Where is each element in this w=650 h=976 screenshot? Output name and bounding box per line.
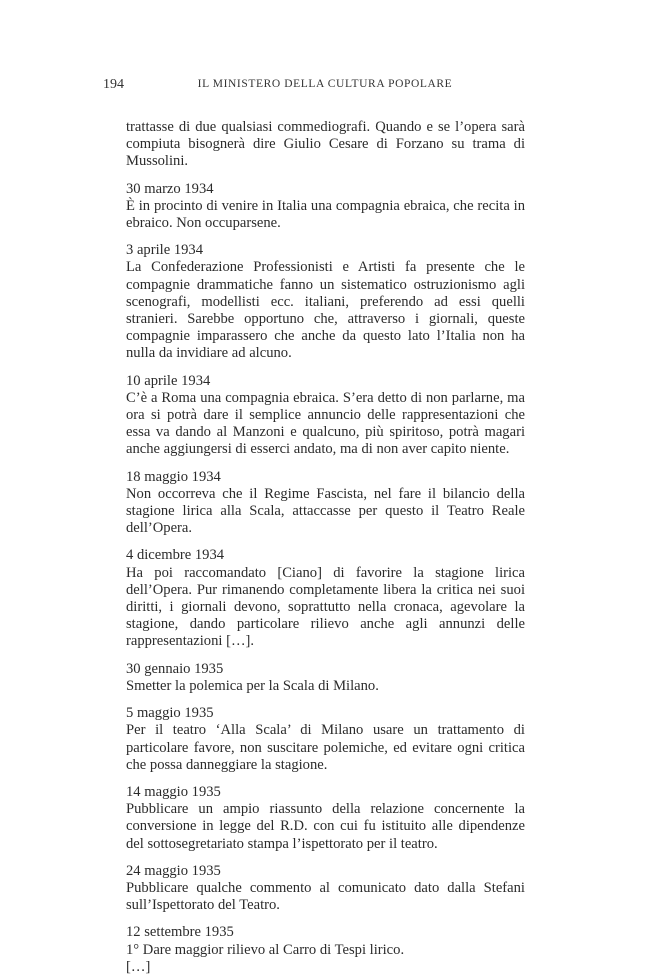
entry-date: 10 aprile 1934	[126, 372, 211, 389]
entry-date: 14 maggio 1935	[126, 783, 221, 800]
body-text	[126, 119, 525, 976]
entry-text: Pubblicare qualche commento al comunicato dato dalla Stefani sull’Ispettorato del Teatro.	[126, 879, 525, 914]
dated-entry	[126, 242, 525, 362]
dated-entry	[126, 784, 525, 853]
intro-paragraph: trattasse di due qualsiasi commediografi. Quando e se l’opera sarà compiuta bisognerà dire Giulio Cesare di Forzano su trama di Mussolini.	[126, 119, 525, 170]
dated-entry	[126, 705, 525, 774]
entry-date: 30 marzo 1934	[126, 180, 214, 197]
entry-text: 1° Dare maggior rilievo al Carro di Tespi lirico.	[126, 941, 405, 958]
dated-entry	[126, 863, 525, 915]
running-head	[103, 77, 547, 95]
entry-text: Pubblicare un ampio riassunto della relazione concernente la conversione in legge del R.D. con cui fu istituito alle dipendenze del sottosegretariato stampa l’ispettorato per il teatro.	[126, 801, 525, 852]
closing-ellipsis: […]	[126, 958, 151, 975]
running-title: IL MINISTERO DELLA CULTURA POPOLARE	[197, 78, 453, 90]
dated-entry	[126, 924, 525, 976]
entry-date: 24 maggio 1935	[126, 862, 221, 879]
entry-date: 30 gennaio 1935	[126, 660, 224, 677]
entry-date: 3 aprile 1934	[126, 242, 204, 259]
entry-text: La Confederazione Professionisti e Artisti fa presente che le compagnie drammatiche fanno un sistematico ostruzionismo agli scenografi, modellisti ecc. italiani, preferendo ad essi quelli stranieri. Sarebbe opportuno che, attraverso i giornali, queste compagnie imparassero che anche da questo lato l’Italia non ha nulla da invidiare ad alcuno.	[126, 259, 525, 362]
entry-text: Ha poi raccomandato [Ciano] di favorire la stagione lirica dell’Opera. Pur rimanendo completamente libera la critica nei suoi diritti, i giornali devono, soprattutto nella cronaca, agevolare la stagione, dando particolare rilievo anche agli annunzi delle rappresentazioni […].	[126, 564, 525, 650]
entry-date: 12 settembre 1935	[126, 924, 234, 941]
dated-entry	[126, 373, 525, 459]
dated-entry	[126, 469, 525, 538]
entry-date: 5 maggio 1935	[126, 705, 214, 722]
entry-date: 4 dicembre 1934	[126, 547, 225, 564]
dated-entry	[126, 181, 525, 233]
entry-text: Non occorreva che il Regime Fascista, nel fare il bilancio della stagione lirica alla Scala, attaccasse per questo il Teatro Reale dell’Opera.	[126, 485, 525, 537]
page-number: 194	[103, 77, 124, 92]
dated-entry	[126, 661, 525, 695]
entry-text: Smetter la polemica per la Scala di Milano.	[126, 677, 379, 694]
entry-date: 18 maggio 1934	[126, 468, 221, 485]
entry-text: C’è a Roma una compagnia ebraica. S’era detto di non parlarne, ma ora si potrà dare il semplice annuncio delle rappresentazioni che essa va dando al Manzoni e qualcuno, più spiritoso, potrà magari anche aggiungersi di esserci andato, ma di non aver capito niente.	[126, 389, 525, 458]
entry-text: Per il teatro ‘Alla Scala’ di Milano usare un trattamento di particolare favore, non suscitare polemiche, ed evitare ogni critica che possa danneggiare la stagione.	[126, 722, 525, 773]
entry-text: È in procinto di venire in Italia una compagnia ebraica, che recita in ebraico. Non occuparsene.	[126, 197, 525, 232]
dated-entry	[126, 547, 525, 650]
